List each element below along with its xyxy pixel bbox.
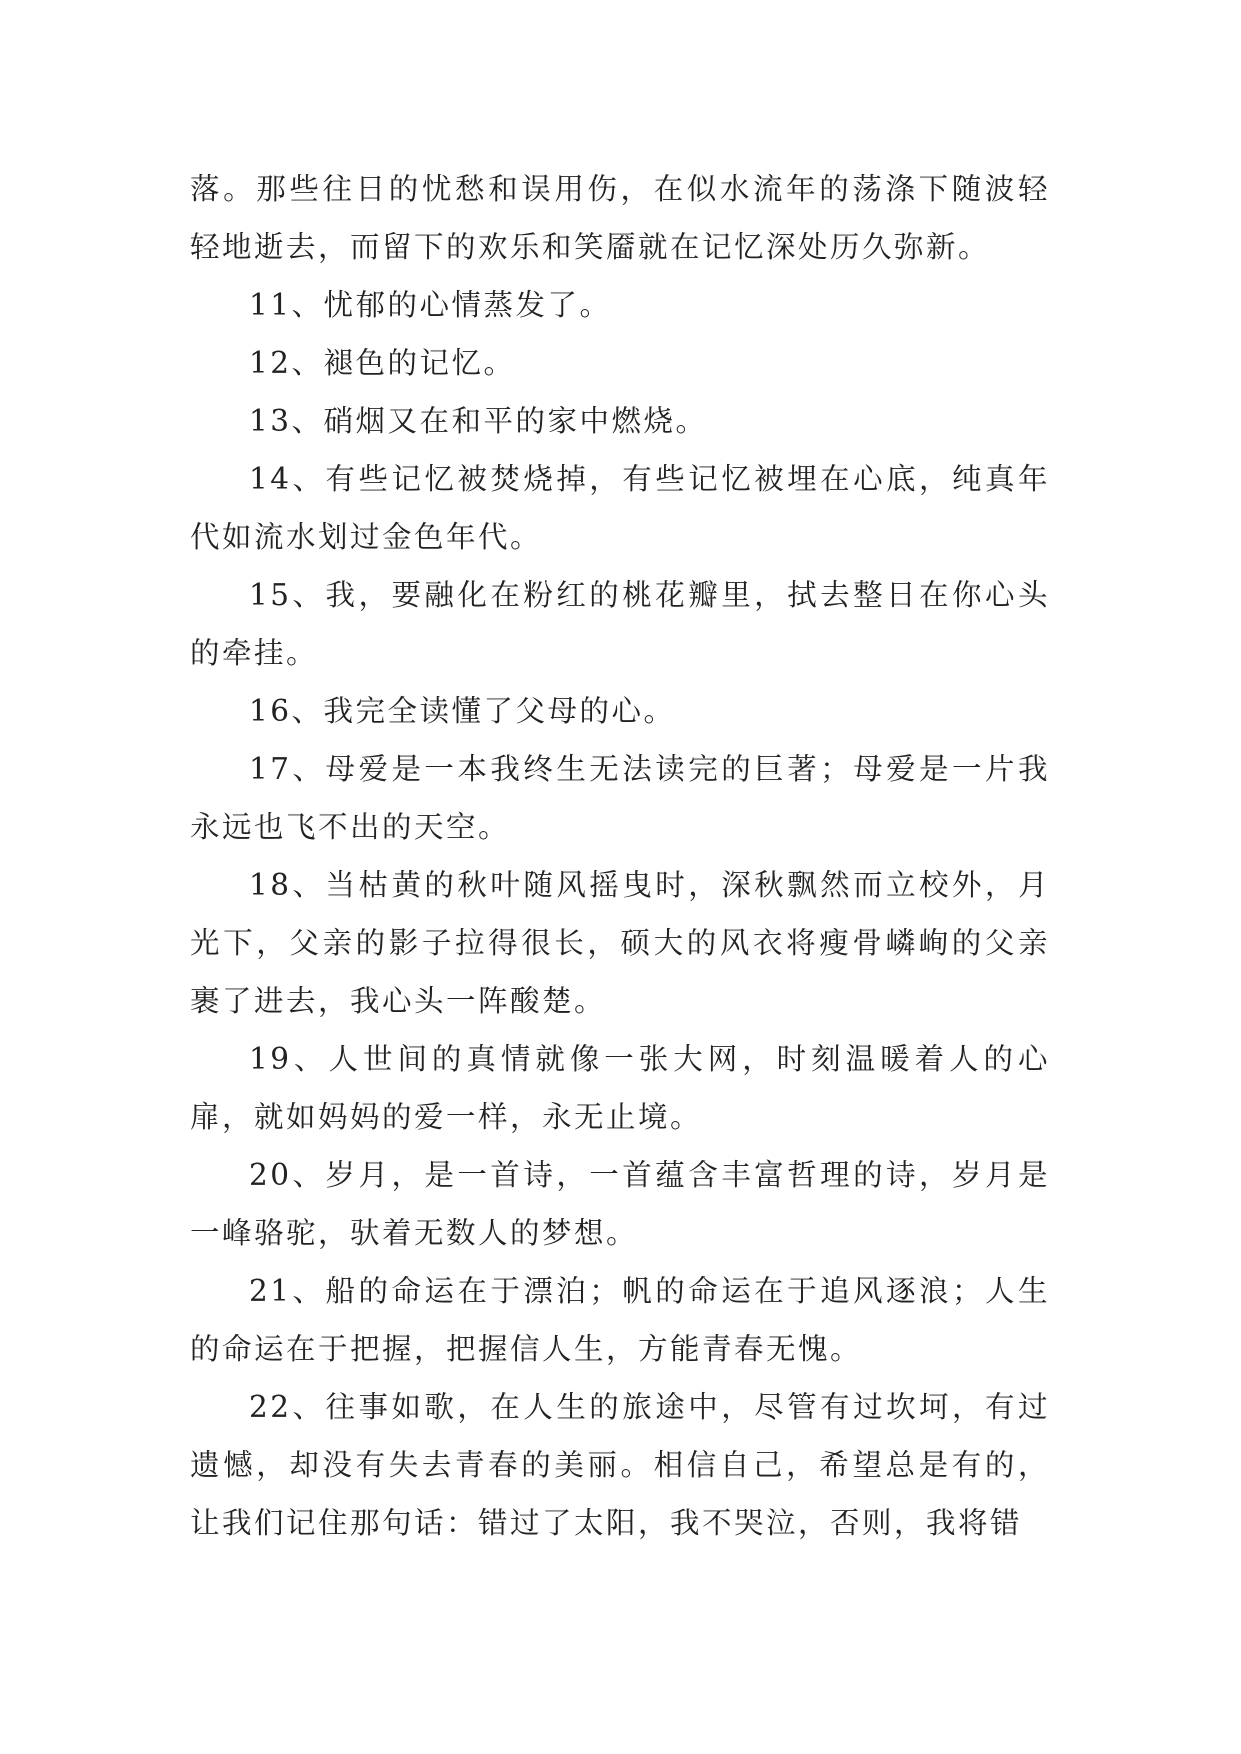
- paragraph-item-18: 18、当枯黄的秋叶随风摇曳时，深秋飘然而立校外，月光下，父亲的影子拉得很长，硕大的风衣将瘦骨嶙峋的父亲裹了进去，我心头一阵酸楚。: [190, 868, 1050, 1018]
- paragraph-item-20: 20、岁月，是一首诗，一首蕴含丰富哲理的诗，岁月是一峰骆驼，驮着无数人的梦想。: [190, 1158, 1050, 1250]
- paragraph-item-22: 22、往事如歌，在人生的旅途中，尽管有过坎坷，有过遗憾，却没有失去青春的美丽。相信自己，希望总是有的，让我们记住那句话：错过了太阳，我不哭泣，否则，我将错: [190, 1390, 1050, 1540]
- paragraph-item-11: 11、忧郁的心情蒸发了。: [249, 288, 612, 322]
- paragraph-item-13: 13、硝烟又在和平的家中燃烧。: [249, 404, 708, 438]
- paragraph-item-19: 19、人世间的真情就像一张大网，时刻温暖着人的心扉，就如妈妈的爱一样，永无止境。: [190, 1042, 1050, 1134]
- paragraph-item-14: 14、有些记忆被焚烧掉，有些记忆被埋在心底，纯真年代如流水划过金色年代。: [190, 462, 1050, 554]
- document-body: [190, 160, 1050, 1552]
- paragraph-continuation: 落。那些往日的忧愁和误用伤，在似水流年的荡涤下随波轻轻地逝去，而留下的欢乐和笑靥就在记忆深处历久弥新。: [190, 172, 1050, 264]
- paragraph-item-21: 21、船的命运在于漂泊；帆的命运在于追风逐浪；人生的命运在于把握，把握信人生，方能青春无愧。: [190, 1274, 1050, 1366]
- paragraph-item-16: 16、我完全读懂了父母的心。: [249, 694, 676, 728]
- paragraph-item-12: 12、褪色的记忆。: [249, 346, 516, 380]
- paragraph-item-15: 15、我，要融化在粉红的桃花瓣里，拭去整日在你心头的牵挂。: [190, 578, 1050, 670]
- paragraph-item-17: 17、母爱是一本我终生无法读完的巨著；母爱是一片我永远也飞不出的天空。: [190, 752, 1050, 844]
